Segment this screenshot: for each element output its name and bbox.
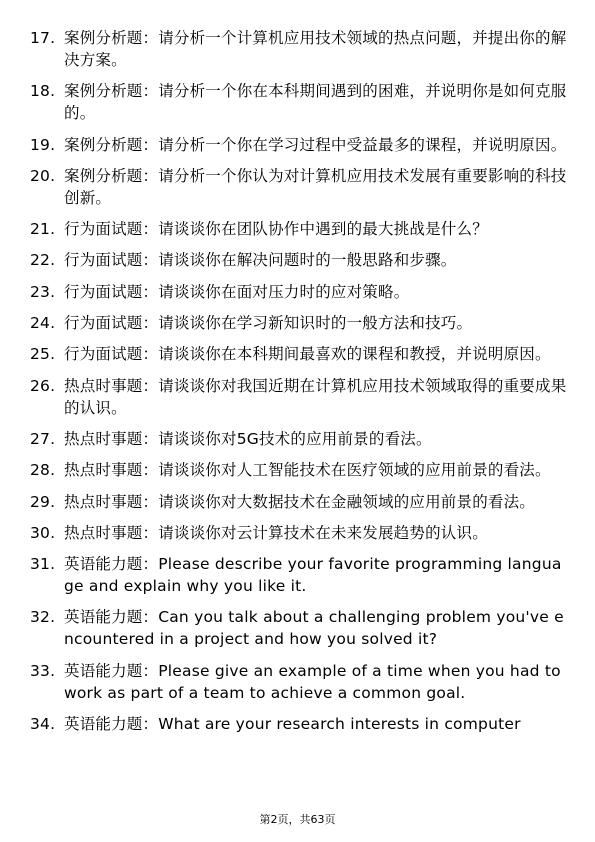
question-item-25 — [30, 343, 570, 365]
question-item-28 — [30, 459, 570, 481]
question-text: 热点时事题：请谈谈你对我国近期在计算机应用技术领域取得的重要成果的认识。 — [64, 376, 567, 417]
question-text: 案例分析题：请分析一个计算机应用技术领域的热点问题，并提出你的解决方案。 — [64, 29, 567, 69]
question-number: 19. — [30, 135, 56, 154]
question-number: 32. — [30, 608, 56, 627]
question-text: 热点时事题：请谈谈你对人工智能技术在医疗领域的应用前景的看法。 — [64, 461, 551, 480]
question-text: 行为面试题：请谈谈你在面对压力时的应对策略。 — [64, 282, 410, 301]
question-number: 30. — [30, 523, 56, 542]
question-number: 21. — [30, 220, 56, 239]
question-number: 26. — [30, 376, 56, 395]
question-number: 31. — [30, 555, 56, 574]
question-item-33 — [30, 660, 570, 704]
question-item-24 — [30, 312, 570, 334]
question-number: 27. — [30, 429, 56, 448]
question-list — [30, 27, 570, 744]
question-text: 热点时事题：请谈谈你对5G技术的应用前景的看法。 — [64, 429, 432, 448]
question-number: 22. — [30, 251, 56, 270]
question-item-32 — [30, 606, 570, 650]
question-text: 行为面试题：请谈谈你在团队协作中遇到的最大挑战是什么？ — [64, 220, 488, 239]
question-text: 英语能力题：Please give an example of a time when you had to work as part of a team to achieve a common goal. — [64, 661, 561, 702]
question-item-21 — [30, 218, 570, 240]
question-item-26 — [30, 375, 570, 419]
question-number: 23. — [30, 282, 56, 301]
question-text: 热点时事题：请谈谈你对大数据技术在金融领域的应用前景的看法。 — [64, 492, 536, 511]
question-text: 行为面试题：请谈谈你在解决问题时的一般思路和步骤。 — [64, 251, 457, 270]
page-number-label: 第2页，共63页 — [259, 813, 336, 826]
question-text: 行为面试题：请谈谈你在本科期间最喜欢的课程和教授，并说明原因。 — [64, 345, 551, 364]
question-number: 34. — [30, 715, 56, 734]
question-text: 英语能力题：What are your research interests in computer — [64, 715, 521, 734]
question-item-19 — [30, 134, 570, 156]
question-text: 行为面试题：请谈谈你在学习新知识时的一般方法和技巧。 — [64, 314, 473, 333]
question-item-27 — [30, 428, 570, 450]
question-number: 29. — [30, 492, 56, 511]
question-item-20 — [30, 165, 570, 209]
question-item-30 — [30, 522, 570, 544]
question-text: 英语能力题：Please describe your favorite programming language and explain why you like it. — [64, 555, 562, 596]
question-item-18 — [30, 80, 570, 124]
question-number: 33. — [30, 661, 56, 680]
question-item-34 — [30, 713, 570, 735]
question-item-29 — [30, 491, 570, 513]
question-item-22 — [30, 249, 570, 271]
question-item-31 — [30, 553, 570, 597]
question-number: 24. — [30, 314, 56, 333]
question-number: 20. — [30, 166, 56, 185]
question-text: 英语能力题：Can you talk about a challenging problem you've encountered in a project and how you solved it? — [64, 608, 564, 649]
question-number: 17. — [30, 29, 56, 47]
question-item-17 — [30, 27, 570, 71]
question-text: 案例分析题：请分析一个你认为对计算机应用技术发展有重要影响的科技创新。 — [64, 166, 567, 207]
question-number: 28. — [30, 461, 56, 480]
question-text: 案例分析题：请分析一个你在学习过程中受益最多的课程，并说明原因。 — [64, 135, 567, 154]
question-text: 热点时事题：请谈谈你对云计算技术在未来发展趋势的认识。 — [64, 523, 488, 542]
page-footer — [0, 813, 595, 827]
question-number: 18. — [30, 82, 56, 101]
question-item-23 — [30, 281, 570, 303]
question-number: 25. — [30, 345, 56, 364]
question-text: 案例分析题：请分析一个你在本科期间遇到的困难，并说明你是如何克服的。 — [64, 82, 567, 123]
